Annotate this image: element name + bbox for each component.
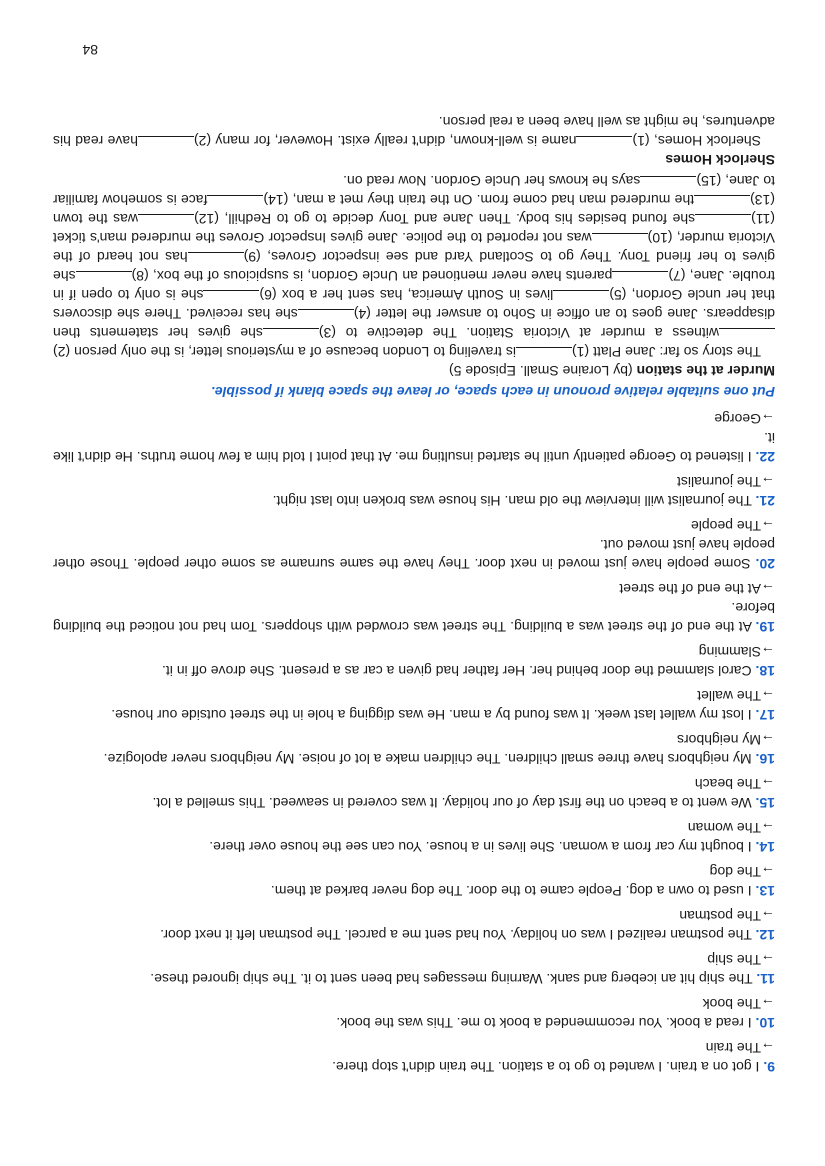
exercise-text: I listened to George patiently until he started insulting me. At that point I told him a few home truths. He didn't like it. (52, 430, 775, 465)
story-segment: says he knows her Uncle Gordon. Now read on. (343, 173, 641, 189)
exercise-text: We went to a beach on the first day of our holiday. It was covered in seaweed. This smelled a lot. (152, 795, 752, 811)
exercise-number: 17. (755, 707, 775, 723)
instruction-text: Put one suitable relative pronoun in each space, or leave the space blank if possible. (210, 384, 775, 400)
section-segment: name is well-known, didn't really exist. However, for many (2) (193, 133, 577, 149)
story-segment: was the town (13) (53, 192, 775, 227)
exercise-number: 20. (755, 556, 775, 572)
blank-15[interactable] (640, 176, 696, 189)
exercise-text: Carol slammed the door behind her. Her father had given a car as a present. She drove off in it. (162, 663, 752, 679)
blank-4[interactable] (298, 309, 354, 322)
exercise-text: The ship hit an iceberg and sank. Warning messages had been sent to it. The ship ignored these. (150, 971, 753, 987)
section-segment: Sherlock Homes, (1) (632, 133, 761, 149)
exercise-answer: →The wallet (697, 688, 775, 704)
exercise-item (53, 472, 775, 510)
story-segment: she found besides his body. Then Jane and Tony decide to go to Redhill, (12) (194, 211, 696, 227)
exercise-answer: →The beach (694, 776, 775, 792)
story-segment: was not reported to the police. Jane gives Inspector Groves the murdered man's ticket (11) (53, 211, 775, 246)
exercise-number: 19. (755, 619, 775, 635)
blank-2[interactable] (719, 328, 775, 341)
blank-7[interactable] (612, 271, 668, 284)
story-segment: The story so far: Jane Platt (1) (572, 344, 761, 360)
story-segment: she has received. There she discovers that her uncle Gordon, (5) (52, 287, 775, 322)
blank-3[interactable] (263, 328, 319, 341)
exercise-answer: →The book (702, 996, 775, 1012)
exercise-text: At the end of the street was a building. The street was crowded with shoppers. Tom had not noticed the building before. (53, 600, 775, 635)
blank-11[interactable] (695, 214, 751, 227)
exercise-number: 12. (755, 927, 775, 943)
page-number: 84 (82, 42, 98, 58)
blank-12[interactable] (138, 214, 194, 227)
blank-9[interactable] (188, 252, 244, 265)
section-title: Sherlock Homes (665, 152, 775, 168)
exercise-item (53, 906, 775, 944)
exercise-answer: →My neighbors (676, 732, 775, 748)
exercise-number: 15. (755, 795, 775, 811)
exercise-text: I used to own a dog. People came to the door. The dog never barked at them. (270, 883, 752, 899)
exercise-text: Some people have just moved in next door. They have the same surname as some other people. Those other people have just moved out. (52, 537, 775, 572)
story-segment: she is only to open if in trouble. Jane, (7) (52, 268, 775, 303)
blank-13[interactable] (694, 195, 750, 208)
section-paragraph (53, 112, 775, 150)
exercise-item (53, 818, 775, 856)
story-segment: parents have never mentioned an Uncle Gordon, is suspicious of the box, (8) (131, 268, 613, 284)
exercise-number: 22. (755, 449, 775, 465)
exercise-number: 9. (763, 1059, 775, 1075)
blank-14[interactable] (207, 195, 263, 208)
exercise-answer: →George (714, 411, 775, 427)
exercise-item (53, 642, 775, 680)
exercise-item (53, 994, 775, 1032)
blank-10[interactable] (592, 233, 648, 246)
blank-5[interactable] (553, 290, 609, 303)
exercise-item (53, 686, 775, 724)
exercise-text: The postman realized I was on holiday. You had sent me a parcel. The postman left it next door. (160, 927, 752, 943)
exercise-answer: →The postman (679, 908, 775, 924)
exercise-number: 16. (755, 751, 775, 767)
story-segment: is traveling to London because of a mysterious letter, is the only person (2) (53, 344, 516, 360)
story-subtitle: (by Loraine Small. Episode 5) (448, 363, 633, 379)
exercise-answer: →The ship (707, 952, 775, 968)
exercise-text: My neighbors have three small children. The children make a lot of noise. My neighbors never apologize. (103, 751, 752, 767)
exercise-number: 18. (755, 663, 775, 679)
exercise-answer: →The woman (687, 820, 775, 836)
exercise-item (53, 950, 775, 988)
exercise-text: I got on a train. I wanted to go to a station. The train didn't stop there. (332, 1059, 760, 1075)
page-content (53, 112, 775, 1076)
exercise-text: I read a book. You recommended a book to me. This was the book. (336, 1015, 752, 1031)
exercise-item (53, 579, 775, 636)
story-segment: she gives her statements then disappears. Jane goes to an office in Soho to answer the letter (4) (53, 306, 775, 341)
exercise-number: 10. (755, 1015, 775, 1031)
blank-1[interactable] (577, 136, 633, 149)
exercise-item (53, 862, 775, 900)
exercise-number: 14. (755, 839, 775, 855)
exercise-answer: →The journalist (676, 474, 775, 490)
story-paragraph (53, 171, 775, 361)
section-segment: have read his adventures, he might as well have been a real person. (52, 114, 775, 149)
blank-2[interactable] (138, 136, 194, 149)
exercise-number: 11. (756, 971, 775, 987)
blank-6[interactable] (203, 290, 259, 303)
exercise-text: The journalist will interview the old man. His house was broken into last night. (272, 493, 752, 509)
story-title (53, 361, 775, 380)
story-segment: has not heard of the Victoria murder, (10) (52, 230, 775, 265)
exercise-item (53, 409, 775, 466)
story-title-text: Murder at the station (636, 363, 775, 379)
exercise-item (53, 774, 775, 812)
exercise-answer: →The train (705, 1040, 775, 1056)
blank-1[interactable] (516, 347, 572, 360)
exercise-answer: →The dog (709, 864, 775, 880)
exercise-answer: →The people (690, 518, 775, 534)
exercise-item (53, 516, 775, 573)
story-segment: lives in South America, has sent her a box (6) (259, 287, 554, 303)
exercise-text: I bought my car from a woman. She lives in a house. You can see the house over there. (209, 839, 752, 855)
story-segment: face is somehow familiar to Jane, (15) (53, 173, 775, 208)
exercise-item (53, 730, 775, 768)
blank-8[interactable] (76, 271, 132, 284)
exercise-answer: →Slamming (698, 644, 775, 660)
exercise-text: I lost my wallet last week. It was found by a man. He was digging a hole in the street outside our house. (111, 707, 752, 723)
exercise-answer: →At the end of the street (619, 581, 775, 597)
exercise-number: 21. (755, 493, 775, 509)
story-segment: she gives to her friend Tony. They go to Scotland Yard and see inspector Groves, (9) (53, 249, 775, 284)
story-segment: witness a murder at Victoria Station. The detective to (3) (318, 325, 719, 341)
story-segment: the murdered man had come from. On the train they met a man, (14) (263, 192, 695, 208)
exercise-number: 13. (755, 883, 775, 899)
exercise-item (53, 1038, 775, 1076)
